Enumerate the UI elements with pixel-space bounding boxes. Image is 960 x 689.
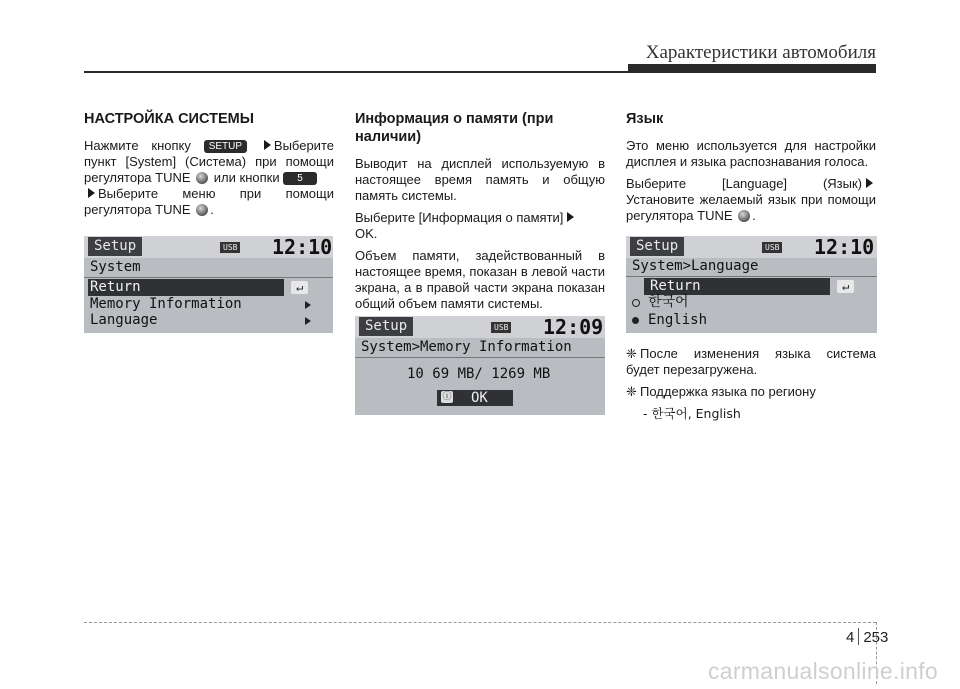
back-icon: ↵ (837, 280, 854, 293)
language-list: - 한국어, English (643, 406, 741, 421)
screen-clock: 12:09 (543, 316, 604, 339)
screen-title: Setup (88, 237, 142, 256)
memory-info-section (355, 110, 605, 318)
screen-status-bar (355, 316, 605, 338)
page-number-value: 253 (863, 629, 889, 646)
tune-knob-icon (196, 172, 208, 184)
screen-path: System (90, 259, 141, 275)
note-mark-icon: ❈ (626, 384, 637, 399)
arrow-right-icon (866, 178, 873, 188)
section-heading: Информация о памяти (при наличии) (355, 111, 554, 145)
watermark: carmanualsonline.info (707, 658, 938, 684)
language-screen (626, 236, 877, 333)
arrow-right-icon (567, 212, 574, 222)
back-icon: ↵ (291, 281, 308, 294)
menu-item-memory-information[interactable]: Memory Information (90, 296, 242, 312)
language-option-english[interactable]: English (648, 312, 708, 328)
notes-block (626, 346, 876, 428)
footer-rule (84, 622, 876, 623)
arrow-right-icon (264, 140, 271, 150)
screen-clock: 12:10 (272, 236, 333, 259)
button-5-icon: 5 (283, 172, 317, 185)
note-restart: ❈ После изменения языка система будет перезагружена. (626, 346, 876, 377)
instruction-paragraph: Выберите [Информация о памяти] OK. (355, 210, 605, 242)
chevron-right-icon (305, 317, 311, 325)
ok-label: OK (471, 390, 488, 406)
arrow-right-icon (88, 188, 95, 198)
tune-knob-icon (196, 204, 208, 216)
screen-clock: 12:10 (814, 236, 875, 259)
key-icon: ⓘ (442, 392, 452, 402)
memory-info-screen (355, 316, 605, 415)
language-section (626, 110, 876, 230)
description-paragraph: Это меню используется для настройки дисплея и языка распознавания голоса. (626, 138, 876, 169)
instruction-paragraph: Выберите [Language] (Язык) Установите желаемый язык при помощи регулятора TUNE . (626, 176, 876, 223)
section-heading: НАСТРОЙКА СИСТЕМЫ (84, 111, 254, 127)
note-mark-icon: ❈ (626, 346, 637, 361)
setup-system-screen (84, 236, 333, 333)
header-title: Характеристики автомобиля (645, 42, 876, 63)
system-settings-section (84, 110, 334, 224)
screen-path: System>Language (632, 258, 759, 274)
chapter-number: 4 (846, 629, 855, 646)
setup-button-icon: SETUP (204, 140, 247, 153)
header-tab (628, 64, 876, 73)
screen-title: Setup (630, 237, 684, 256)
tune-knob-icon (738, 210, 750, 222)
page-number (846, 628, 888, 646)
screen-status-bar (626, 236, 877, 258)
section-heading: Язык (626, 111, 664, 127)
usb-icon: USB (220, 242, 240, 253)
language-option-korean[interactable]: 한국어 (648, 294, 689, 310)
menu-item-return[interactable]: Return (644, 278, 830, 295)
menu-item-language[interactable]: Language (90, 312, 158, 328)
screen-title: Setup (359, 317, 413, 336)
radio-unchecked-icon[interactable] (632, 299, 640, 307)
screen-path: System>Memory Information (361, 339, 572, 355)
menu-item-return[interactable]: Return (88, 279, 284, 296)
ok-button[interactable] (437, 390, 513, 406)
usb-icon: USB (491, 322, 511, 333)
radio-checked-icon[interactable] (632, 317, 639, 324)
explanation-paragraph: Объем памяти, задействованный в настоящее время, показан в левой части экрана, а в правой части экрана показан общий объем памяти системы. (355, 248, 605, 311)
chevron-right-icon (305, 301, 311, 309)
note-region: ❈ Поддержка языка по региону (626, 384, 816, 399)
screen-status-bar (84, 236, 333, 258)
instruction-paragraph: Нажмите кнопку SETUP Выберите пункт [System] (Система) при помощи регулятора TUNE или кнопки 5 Выберите меню при помощи регулятора TUNE . (84, 138, 334, 217)
description-paragraph: Выводит на дисплей используемую в настоящее время память и общую память системы. (355, 156, 605, 203)
usb-icon: USB (762, 242, 782, 253)
memory-value: 10 69 MB/ 1269 MB (407, 366, 551, 382)
